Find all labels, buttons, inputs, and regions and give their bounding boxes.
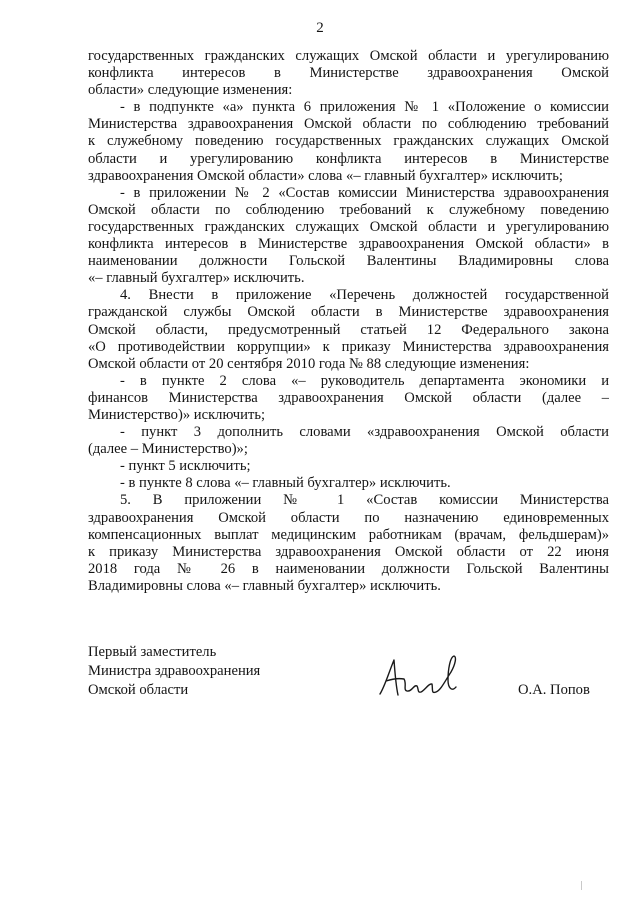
text-line: к служебному поведению государственных гражданских служащих Омской xyxy=(88,133,609,150)
text-line: Омской области, предусмотренный статьей 12 Федерального закона xyxy=(88,321,609,338)
text-line: области» следующие изменения: xyxy=(88,82,293,99)
paragraph xyxy=(88,99,609,184)
paragraph xyxy=(88,185,609,288)
text-line: - в приложении № 2 «Состав комиссии Министерства здравоохранения xyxy=(120,184,609,201)
text-line: конфликта интересов в Министерстве здравоохранения Омской xyxy=(88,65,609,82)
text-line: 2018 года № 26 в наименовании должности Гольской Валентины xyxy=(88,560,609,577)
text-line: - в пункте 8 слова «– главный бухгалтер» исключить. xyxy=(120,475,451,492)
document-body xyxy=(88,48,609,595)
text-line: здравоохранения Омской области по назначению единовременных xyxy=(88,509,609,526)
text-line: - пункт 5 исключить; xyxy=(120,458,251,475)
text-line: Министерства здравоохранения Омской области по соблюдению требований xyxy=(88,116,609,133)
text-line: «– главный бухгалтер» исключить. xyxy=(88,270,305,287)
paragraph xyxy=(88,424,609,458)
paragraph xyxy=(88,492,609,595)
text-line: области и урегулированию конфликта интересов в Министерстве xyxy=(88,150,609,167)
text-line: - в пункте 2 слова «– руководитель департамента экономики и xyxy=(120,372,609,389)
text-line: Владимировны слова «– главный бухгалтер» исключить. xyxy=(88,577,441,594)
text-line: гражданской службы Омской области в Министерстве здравоохранения xyxy=(88,304,609,321)
text-line: финансов Министерства здравоохранения Омской области (далее – xyxy=(88,389,609,406)
signatory-title xyxy=(88,643,388,700)
paragraph xyxy=(88,458,609,475)
text-line: Министерство)» исключить; xyxy=(88,406,266,423)
paragraph xyxy=(88,373,609,424)
text-line: Омской области по соблюдению требований к служебному поведению xyxy=(88,201,609,218)
text-line: к приказу Министерства здравоохранения Омской области от 22 июня xyxy=(88,543,609,560)
paragraph xyxy=(88,475,609,492)
text-line: наименовании должности Гольской Валентины Владимировны слова xyxy=(88,253,609,270)
text-line: государственных гражданских служащих Омской области и урегулированию xyxy=(88,48,609,64)
paragraph xyxy=(88,48,609,99)
signatory-title-line-2: Министра здравоохранения xyxy=(88,663,261,679)
text-line: (далее – Министерство)»; xyxy=(88,441,248,458)
scan-mark xyxy=(581,881,582,890)
handwritten-signature xyxy=(376,648,468,702)
text-line: - пункт 3 дополнить словами «здравоохранения Омской области xyxy=(120,424,609,441)
signatory-title-line-1: Первый заместитель xyxy=(88,644,217,660)
signatory-name: О.А. Попов xyxy=(518,682,590,698)
text-line: конфликта интересов в Министерстве здравоохранения Омской области» в xyxy=(88,236,609,253)
page-number: 2 xyxy=(316,20,324,36)
text-line: 4. Внести в приложение «Перечень должностей государственной xyxy=(120,287,609,304)
text-line: государственных гражданских служащих Омской области и урегулированию xyxy=(88,218,609,235)
text-line: 5. В приложении № 1 «Состав комиссии Министерства xyxy=(120,492,609,509)
text-line: здравоохранения Омской области» слова «– главный бухгалтер» исключить; xyxy=(88,167,563,184)
paragraph xyxy=(88,287,609,372)
text-line: Омской области от 20 сентября 2010 года № 88 следующие изменения: xyxy=(88,355,530,372)
text-line: - в подпункте «а» пункта 6 приложения № 1 «Положение о комиссии xyxy=(120,99,609,116)
text-line: «О противодействии коррупции» к приказу Министерства здравоохранения xyxy=(88,338,609,355)
text-line: компенсационных выплат медицинским работникам (врачам, фельдшерам)» xyxy=(88,526,609,543)
signatory-title-line-3: Омской области xyxy=(88,682,189,698)
